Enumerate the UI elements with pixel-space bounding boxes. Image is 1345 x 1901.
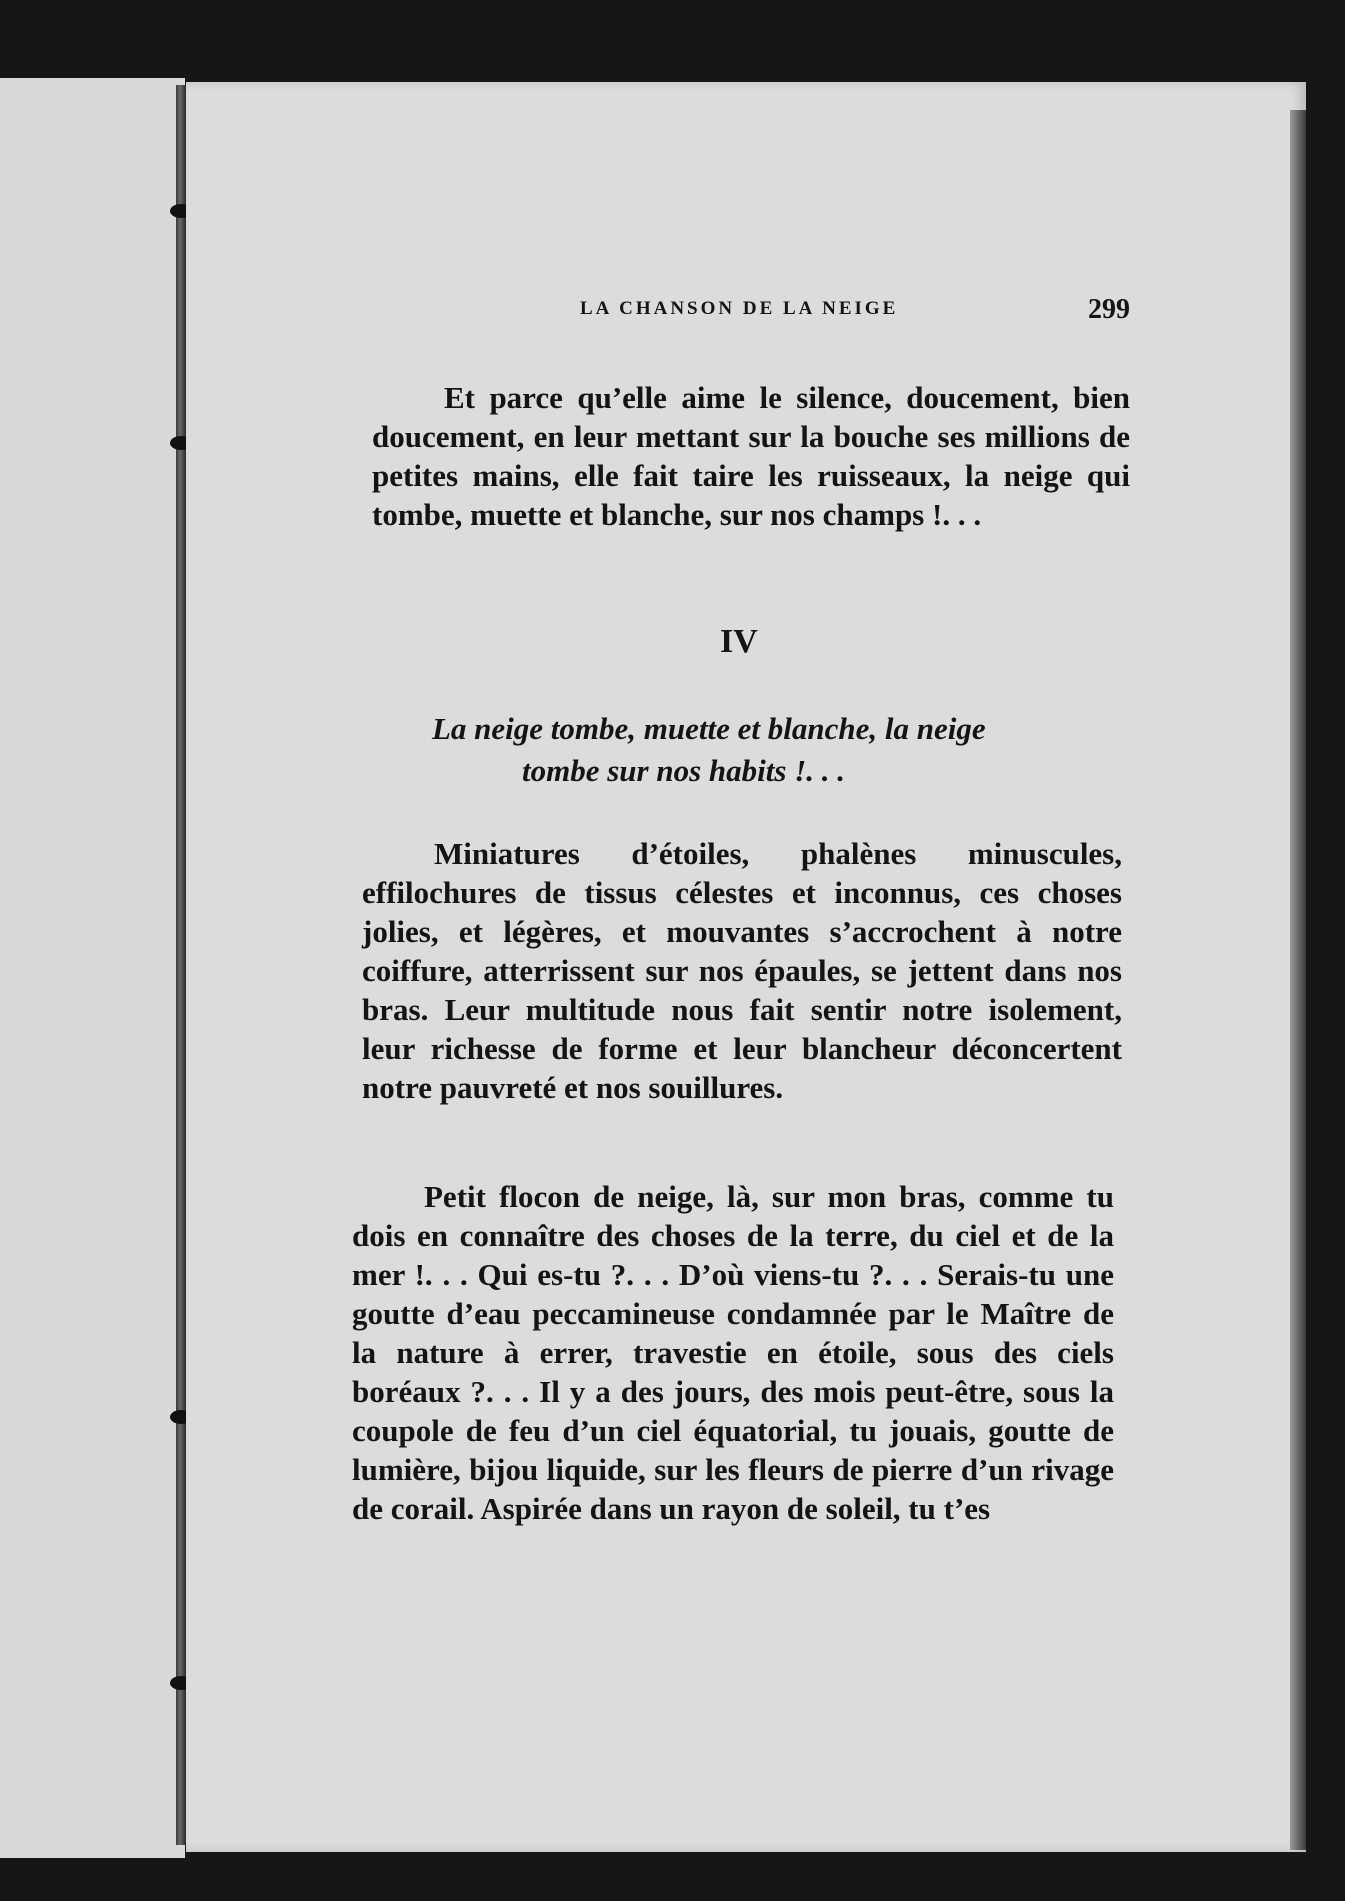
epigraph-line-1: La neige tombe, muette et blanche, la neige xyxy=(432,711,986,746)
paragraph-2: Miniatures d’étoiles, phalènes minuscules, effilochures de tissus célestes et inconnus, ces choses jolies, et légères, et mouvantes s’accrochent à notre coiffure, atterrissent sur nos épaules, se jettent dans nos bras. Leur multitude nous fait sentir notre isolement, leur richesse de forme et leur blancheur déconcertent notre pauvreté et nos souillures. xyxy=(362,836,1122,1105)
paragraph-3: Petit flocon de neige, là, sur mon bras, comme tu dois en connaître des choses de la terre, du ciel et de la mer !. . . Qui es-tu ?. . . D’où viens-tu ?. . . Serais-tu une goutte d’eau peccamineuse condamnée par le Maître de la nature à errer, travestie en étoile, sous des ciels boréaux ?. . . Il y a des jours, des mois peut-être, sous la coupole de feu d’un ciel équatorial, tu jouais, goutte de lumière, bijou liquide, sur les fleurs de pierre d’un rivage de corail. Aspirée dans un rayon de soleil, tu t’es xyxy=(352,1179,1114,1526)
paragraph-1: Et parce qu’elle aime le silence, doucement, bien doucement, en leur mettant sur la bouche ses millions de petites mains, elle fait taire les ruisseaux, la neige qui tombe, muette et blanche, sur nos champs !. . . xyxy=(372,380,1130,532)
page-number: 299 xyxy=(1088,294,1130,325)
running-head: LA CHANSON DE LA NEIGE xyxy=(580,298,899,319)
epigraph xyxy=(432,708,1112,792)
epigraph-line-2: tombe sur nos habits !. . . xyxy=(522,753,846,788)
section-numeral: IV xyxy=(720,623,758,660)
